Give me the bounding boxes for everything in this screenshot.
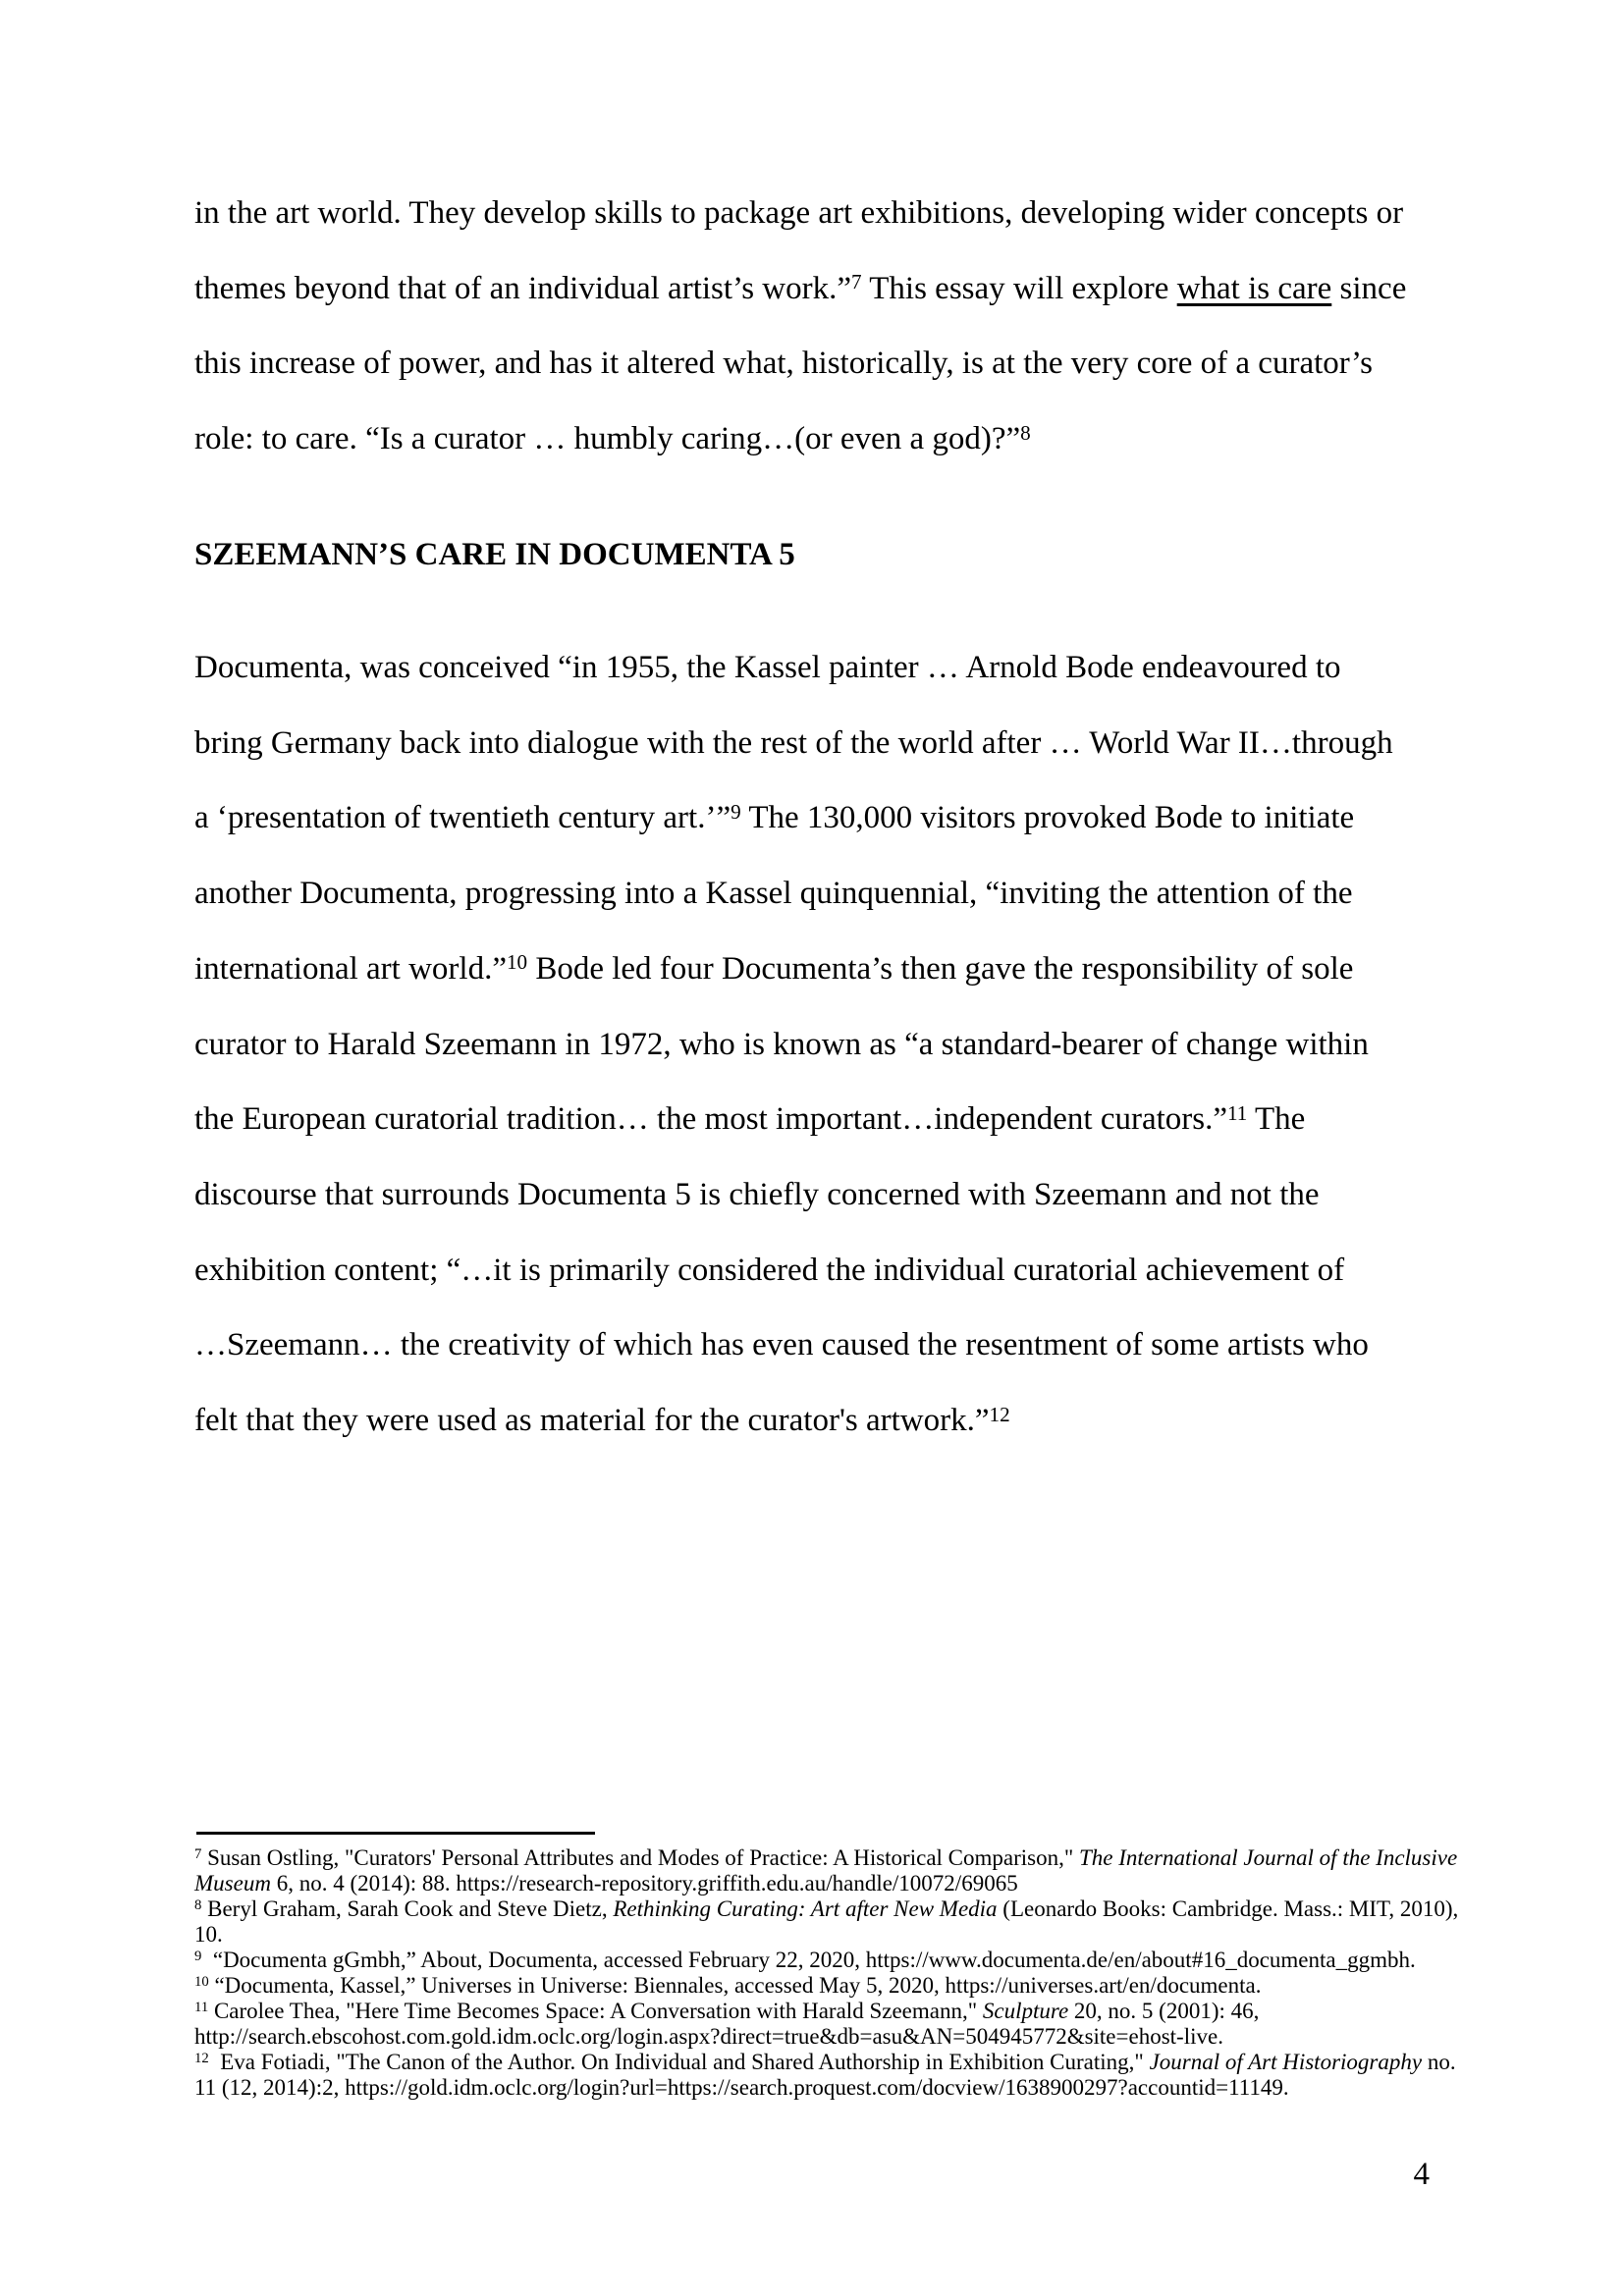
text-line <box>194 1896 1461 1922</box>
text-segment: a ‘presentation of twentieth century art.’” <box>194 800 731 836</box>
text-segment: in the art world. They develop skills to package art exhibitions, developing wider concepts or <box>194 195 1404 231</box>
text-segment: The 130,000 visitors provoked Bode to initiate <box>740 800 1355 836</box>
text-line <box>194 2024 1461 2050</box>
footnote-item <box>194 1948 1461 1973</box>
text-line <box>194 1922 1461 1948</box>
text-segment: Documenta, was conceived “in 1955, the Kassel painter … Arnold Bode endeavoured to <box>194 650 1341 685</box>
text-line <box>194 780 1434 856</box>
text-segment: 11 (12, 2014):2, https://gold.idm.oclc.org/login?url=https://search.proquest.com/docview/1638900297?accountid=11149. <box>194 2075 1289 2100</box>
footnote-ref: 10 <box>194 1974 209 1991</box>
text-line <box>194 1948 1461 1973</box>
footnote-ref: 7 <box>851 270 862 294</box>
footnote-ref: 8 <box>194 1897 202 1914</box>
text-line <box>194 630 1434 706</box>
text-segment: The <box>1247 1101 1306 1138</box>
italic-text: Journal of Art Historiography <box>1149 2050 1423 2074</box>
text-line <box>194 856 1434 932</box>
text-line <box>194 176 1434 251</box>
text-line <box>194 1973 1461 1999</box>
footnote-ref: 11 <box>194 2000 209 2016</box>
text-segment: This essay will explore <box>861 270 1177 306</box>
text-line <box>194 2050 1461 2075</box>
footnote-ref: 12 <box>194 2051 209 2067</box>
footnote-separator <box>196 1832 595 1835</box>
text-segment: role: to care. “Is a curator … humbly caring…(or even a god)?” <box>194 421 1021 457</box>
text-segment: this increase of power, and has it altered what, historically, is at the very core of a curator’s <box>194 346 1373 382</box>
text-line <box>194 1082 1434 1157</box>
text-line <box>194 932 1434 1007</box>
text-segment: since <box>1331 270 1407 306</box>
text-segment: no. <box>1422 2050 1456 2074</box>
text-line <box>194 251 1434 327</box>
text-segment: http://search.ebscohost.com.gold.idm.oclc.org/login.aspx?direct=true&db=asu&AN=504945772&site=ehost-live. <box>194 2024 1223 2049</box>
text-line <box>194 1845 1461 1871</box>
footnotes-section <box>194 1845 1461 2101</box>
paragraph-2 <box>194 630 1434 1459</box>
text-segment: the European curatorial tradition… the most important…independent curators.” <box>194 1101 1228 1138</box>
text-segment: Beryl Graham, Sarah Cook and Steve Dietz, <box>201 1896 614 1921</box>
paragraph-1 <box>194 176 1434 477</box>
footnote-item <box>194 1896 1461 1948</box>
footnote-ref: 10 <box>506 950 528 975</box>
text-segment: …Szeemann… the creativity of which has even caused the resentment of some artists who <box>194 1327 1369 1363</box>
italic-text: Rethinking Curating: Art after New Media <box>613 1896 998 1921</box>
text-segment: 6, no. 4 (2014): 88. https://research-repository.griffith.edu.au/handle/10072/69065 <box>270 1871 1018 1896</box>
footnote-item <box>194 1999 1461 2050</box>
italic-text: The International Journal of the Inclusive <box>1079 1845 1458 1870</box>
text-segment: 10. <box>194 1922 223 1947</box>
text-segment: curator to Harald Szeemann in 1972, who is known as “a standard-bearer of change within <box>194 1026 1369 1062</box>
text-line <box>194 2075 1461 2101</box>
text-segment: “Documenta gGmbh,” About, Documenta, accessed February 22, 2020, https://www.documenta.de/en/about#16_documenta_ggmbh. <box>201 1948 1416 1972</box>
text-segment: discourse that surrounds Documenta 5 is chiefly concerned with Szeemann and not the <box>194 1176 1320 1212</box>
text-line <box>194 1999 1461 2024</box>
text-segment: Susan Ostling, "Curators' Personal Attributes and Modes of Practice: A Historical Comparison," <box>201 1845 1079 1870</box>
text-line <box>194 1308 1434 1383</box>
footnote-ref: 7 <box>194 1846 202 1863</box>
footnote-item <box>194 2050 1461 2101</box>
text-segment: 20, no. 5 (2001): 46, <box>1068 1999 1260 2023</box>
section-heading: SZEEMANN’S CARE IN DOCUMENTA 5 <box>194 537 795 572</box>
text-segment: another Documenta, progressing into a Kassel quinquennial, “inviting the attention of the <box>194 876 1353 912</box>
page-number: 4 <box>1413 2157 1430 2192</box>
footnote-ref: 8 <box>1020 420 1031 445</box>
text-line <box>194 1157 1434 1233</box>
text-segment: Carolee Thea, "Here Time Becomes Space: A Conversation with Harald Szeemann," <box>208 1999 983 2023</box>
footnote-item <box>194 1973 1461 1999</box>
text-segment: “Documenta, Kassel,” Universes in Universe: Biennales, accessed May 5, 2020, https://universes.art/en/documenta. <box>208 1973 1262 1998</box>
text-line <box>194 1007 1434 1083</box>
footnote-ref: 12 <box>989 1402 1010 1426</box>
text-segment: bring Germany back into dialogue with the rest of the world after … World War II…through <box>194 724 1393 761</box>
text-line <box>194 706 1434 781</box>
footnote-item <box>194 1845 1461 1896</box>
text-line <box>194 1871 1461 1896</box>
text-line <box>194 1233 1434 1308</box>
footnote-ref: 9 <box>194 1949 202 1965</box>
text-line <box>194 1383 1434 1459</box>
underlined-text: what is care <box>1176 270 1332 306</box>
text-segment: international art world.” <box>194 950 507 987</box>
text-segment: Eva Fotiadi, "The Canon of the Author. On Individual and Shared Authorship in Exhibition Curating," <box>208 2050 1150 2074</box>
text-line <box>194 401 1434 477</box>
text-segment: (Leonardo Books: Cambridge. Mass.: MIT, 2010), <box>997 1896 1459 1921</box>
footnote-ref: 9 <box>731 799 741 824</box>
italic-text: Museum <box>194 1871 271 1896</box>
text-segment: themes beyond that of an individual artist’s work.” <box>194 270 852 306</box>
footnote-ref: 11 <box>1227 1100 1248 1125</box>
text-line <box>194 326 1434 401</box>
text-segment: exhibition content; “…it is primarily considered the individual curatorial achievement of <box>194 1252 1345 1288</box>
text-segment: Bode led four Documenta’s then gave the responsibility of sole <box>527 950 1354 987</box>
text-segment: felt that they were used as material for the curator's artwork.” <box>194 1403 990 1439</box>
italic-text: Sculpture <box>982 1999 1069 2023</box>
